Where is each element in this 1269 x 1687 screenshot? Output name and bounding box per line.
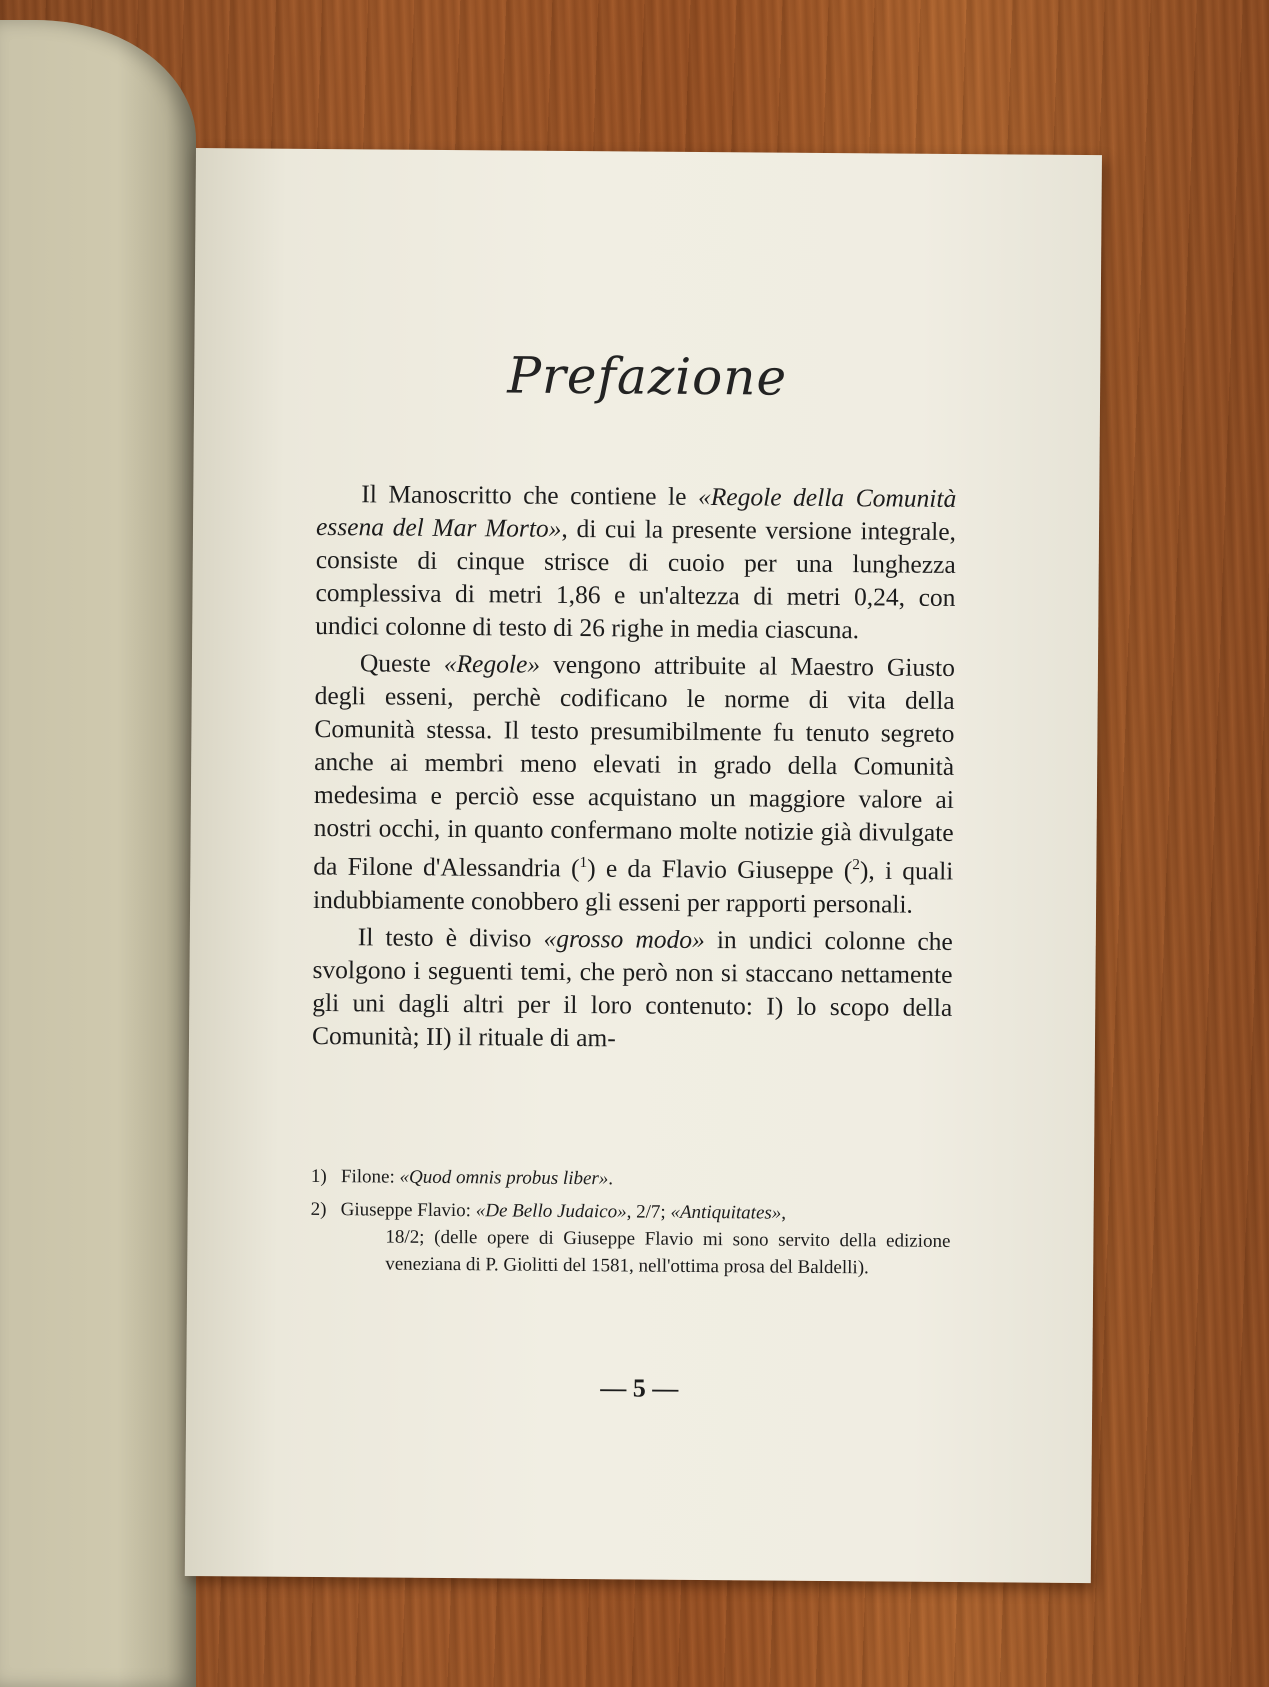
footnote-ref-1: 1 (579, 854, 588, 872)
footnotes (310, 1163, 951, 1288)
body-text (312, 477, 957, 1061)
paragraph-3: Il testo è diviso «grosso modo» in undici colonne che svolgono i seguenti temi, che però non si staccano nettamente gli uni dagli altri per il loro contenuto: I) lo scopo della Comunità; II) il rituale di am- (311, 921, 953, 1052)
paragraph-2: Queste «Regole» vengono attribuite al Maestro Giusto degli esseni, perchè codificano le norme di vita della Comunità stessa. Il testo presumibilmente fu tenuto segreto anche ai membri meno elevati in grado della Comunità medesima e perciò esse acquistano un maggiore valore ai nostri occhi, in quanto confermano molte notizie già divulgate da Filone d'Alessandria ($^1$) e da Flavio Giuseppe ($^2$), i quali indubbiamente conobbero gli esseni per rapporti personali. (312, 648, 956, 919)
footnote-1: 1) Filone: «Quod omnis probus liber». (310, 1165, 614, 1190)
book-page (185, 148, 1102, 1583)
page-number: — 5 — (600, 1373, 679, 1403)
page-title: Prefazione (507, 346, 788, 407)
footnote-2: 2) Giuseppe Flavio: «De Bello Judaico», 2/7; «Antiquitates», 18/2; (delle opere di Giuseppe Flavio mi sono servito della edizione veneziana di P. Giolitti del 1581, nell'ottima prosa del Baldelli). (310, 1198, 951, 1279)
paragraph-1: Il Manoscritto che contiene le «Regole della Comunità essena del Mar Morto», di cui la presente versione integrale, consiste di cinque strisce di cuoio per una lunghezza complessiva di metri 1,86 e un'altezza di metri 0,24, con undici colonne di testo di 26 righe in media ciascuna. (315, 479, 957, 645)
footnote-ref-2: 2 (852, 856, 861, 874)
left-page-edge (0, 20, 196, 1687)
